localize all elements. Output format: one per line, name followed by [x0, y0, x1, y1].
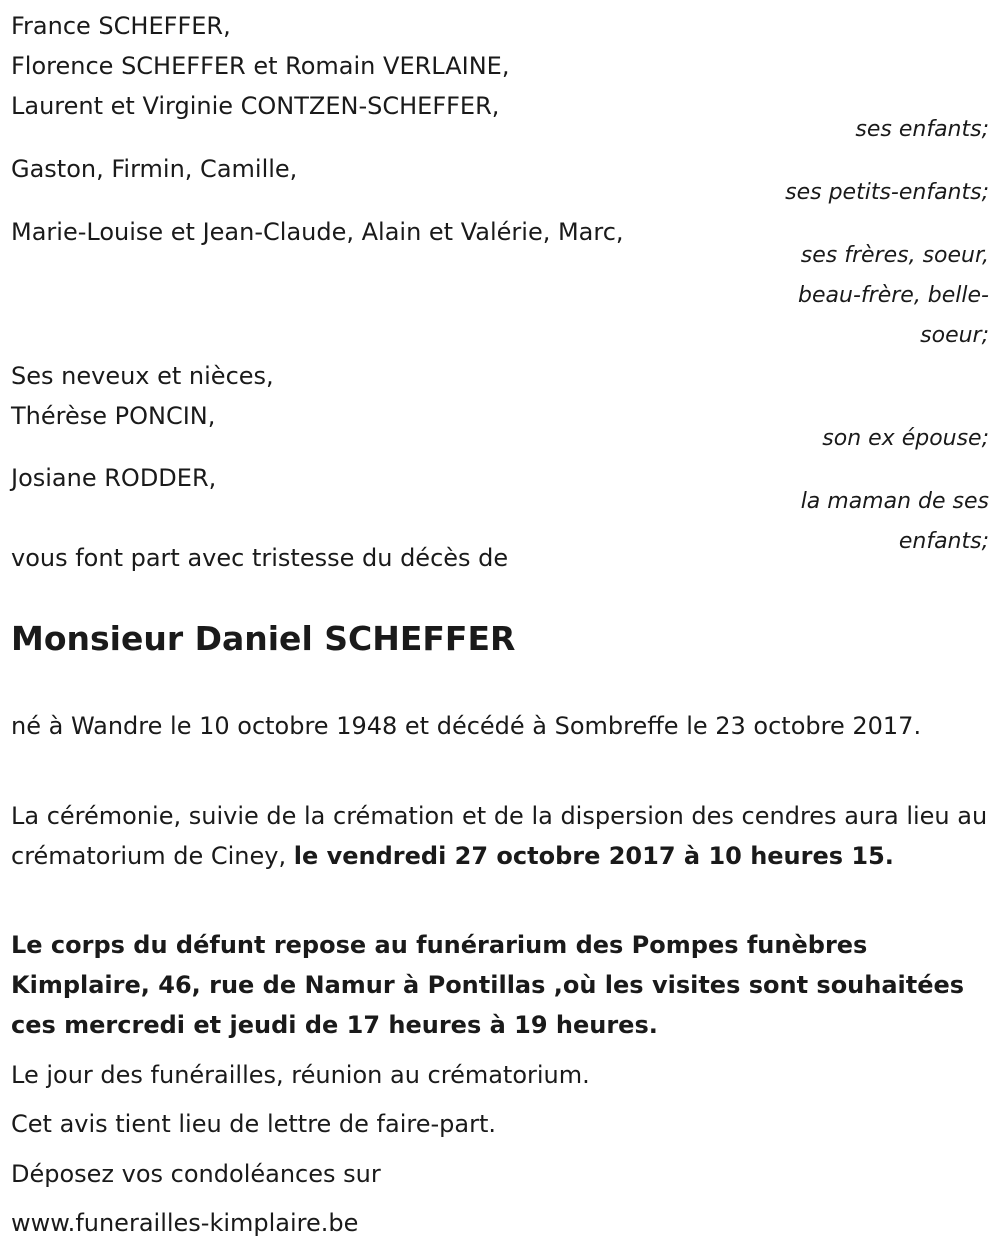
ex-wife-name: Thérèse PONCIN,	[11, 402, 216, 430]
ceremony-text: La cérémonie, suivie de la crémation et de la dispersion des cendres aura lieu au crématorium de Ciney,	[11, 802, 988, 870]
notice-text: Cet avis tient lieu de lettre de faire-part.	[11, 1110, 496, 1138]
mother-name: Josiane RODDER,	[11, 464, 217, 492]
children-role: ses enfants;	[855, 117, 989, 142]
siblings-names: Marie-Louise et Jean-Claude, Alain et Valérie, Marc,	[11, 218, 624, 246]
mother-role-line-2: enfants;	[898, 529, 989, 554]
siblings-role-line-2: beau-frère, belle-	[798, 283, 989, 308]
grandchildren-names: Gaston, Firmin, Camille,	[11, 155, 298, 183]
nephews-line: Ses neveux et nièces,	[11, 362, 274, 390]
ex-wife-role: son ex épouse;	[822, 426, 989, 451]
condolences-text: Déposez vos condoléances sur	[11, 1160, 381, 1188]
deceased-name: Monsieur Daniel SCHEFFER	[11, 619, 516, 658]
announcement-line: vous font part avec tristesse du décès de	[11, 544, 509, 572]
birth-death-info: né à Wandre le 10 octobre 1948 et décédé à Sombreffe le 23 octobre 2017.	[11, 712, 922, 740]
visitation-info: Le corps du défunt repose au funérarium des Pompes funèbres Kimplaire, 46, rue de Namur à Pontillas ,où les visites sont souhaitées ces mercredi et jeudi de 17 heures à 19 heures.	[11, 931, 965, 1039]
meeting-info: Le jour des funérailles, réunion au crématorium.	[11, 1061, 590, 1089]
ceremony-paragraph	[11, 796, 991, 876]
family-child-2: Florence SCHEFFER et Romain VERLAINE,	[11, 52, 510, 80]
family-child-3: Laurent et Virginie CONTZEN-SCHEFFER,	[11, 92, 500, 120]
mother-role-line-1: la maman de ses	[800, 489, 989, 514]
family-child-1: France SCHEFFER,	[11, 12, 231, 40]
website-link[interactable]: www.funerailles-kimplaire.be	[11, 1209, 359, 1237]
grandchildren-role: ses petits-enfants;	[785, 180, 989, 205]
siblings-role-line-1: ses frères, soeur,	[800, 243, 989, 268]
ceremony-date: le vendredi 27 octobre 2017 à 10 heures 15.	[293, 842, 894, 870]
siblings-role-line-3: soeur;	[920, 323, 989, 348]
